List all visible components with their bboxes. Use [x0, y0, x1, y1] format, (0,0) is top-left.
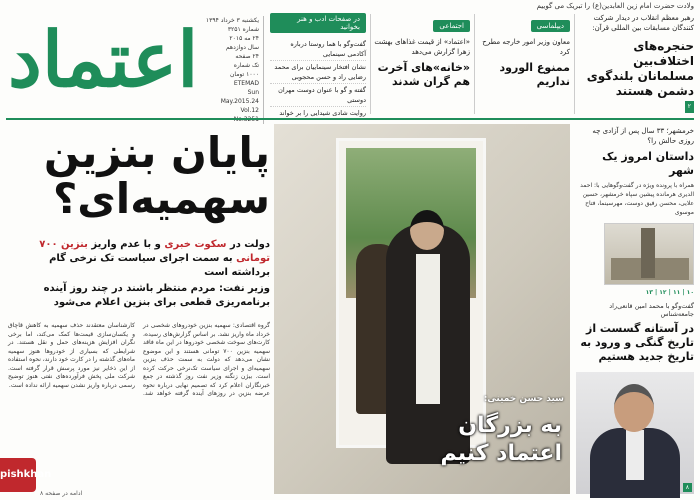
literature-section[interactable] [270, 13, 366, 117]
sub1-highlight: سکوت خبری [164, 239, 227, 250]
story2-label: گفت‌وگو با محمد امین قانعی‌راد جامعه‌شناس [609, 302, 694, 318]
sub1-end: به سمت اجرای سیاست تک نرخی گام برداشته است [49, 253, 270, 278]
sub1-highlight: بنزین ۷۰۰ تومانی [39, 239, 270, 264]
story1-pages: ۱۰ | ۱۱ | ۱۲ | ۱۳ [645, 289, 694, 296]
story2-headline[interactable]: در آستانه گسست از تاریخ گنگی و ورود به تاریخ جدید هستیم [580, 322, 694, 363]
column-divider [370, 14, 371, 114]
publication-info [205, 16, 264, 124]
social-intro: «اعتماد» از قیمت غذاهای بهشت زهرا گزارش می‌دهد [374, 38, 470, 56]
photo-caption[interactable]: به بزرگان اعتماد کنیم [440, 413, 562, 466]
leader-headline[interactable]: حنجره‌های اختلاف‌بین مسلمانان بلندگوی دشمن هستند [586, 39, 694, 98]
diplomacy-intro: معاون وزیر امور خارجه مطرح کرد [482, 38, 570, 56]
photo-tower [641, 228, 655, 278]
portrait-face [614, 384, 654, 432]
watermark-text: pishkhan [0, 469, 52, 480]
pubinfo-line: ۲۴ صفحه [235, 53, 259, 60]
literature-label: در صفحات ادب و هنر بخوانید [270, 13, 366, 33]
sub1-start: دولت در [229, 239, 270, 250]
story1-headline[interactable]: داستان امروز یک شهر [602, 150, 694, 177]
diplomacy-section[interactable] [478, 13, 570, 113]
tagline: ولادت حضرت امام زین العابدین(ع) را تبریک می گوییم [536, 2, 694, 10]
photo-quote-label: سید حسن خمینی: [483, 394, 564, 404]
main-headline[interactable]: پایان بنزین سهمیه‌ای؟ [43, 128, 270, 223]
pubinfo-line: Sun [247, 89, 259, 96]
pubinfo-line: سال دوازدهم [225, 44, 259, 51]
social-headline[interactable]: «خانه»های آخرت هم گران شدند [377, 61, 470, 88]
column-divider [574, 14, 575, 114]
interview-portrait [576, 372, 694, 494]
literature-item[interactable]: روایت شادی شیدایی را بر خواند [270, 107, 366, 120]
literature-item[interactable]: گفت‌وگو با هما روستا درباره آکادمی سینمایی [270, 38, 366, 61]
pubinfo-line: ETEMAD [233, 80, 259, 87]
photo-robe [416, 254, 440, 404]
column-divider [474, 14, 475, 114]
main-subheadline [8, 238, 270, 280]
social-label: اجتماعی [433, 20, 470, 32]
pubinfo-line: 24.May.2015 [220, 98, 259, 105]
story1-intro: خرمشهر؛ ۳۳ سال پس از آزادی چه روزی حالش را؟ [592, 127, 694, 145]
story1-photo [604, 223, 694, 285]
main-story-body: گروه اقتصادی: سهمیه بنزین خودروهای شخصی در خرداد ماه واریز نشد. بر اساس گزارش‌های رسیده، کارت‌های سوخت شخصی خودروها در این ماه فاقد سهمیه بنزین ۷۰۰ تومانی هستند و این موضوع نشان می‌دهد که دولت به سمت حذف بنزین سهمیه‌ای و اجرای سیاست تک‌نرخی حرکت کرده است. بیژن زنگنه وزیر نفت روز گذشته در جمع خبرنگاران اعلام کرد که تصمیم نهایی درباره نحوه عرضه بنزین در روزهای آینده گرفته خواهد شد. کارشناسان معتقدند حذف سهمیه به کاهش قاچاق و یکسان‌سازی قیمت‌ها کمک می‌کند، اما برخی نگران افزایش هزینه‌های حمل و نقل هستند. در شرایطی که بسیاری از خودروها هنوز سهمیه ماه‌های گذشته را در کارت خود دارند، نحوه استفاده از این ذخایر نیز مورد پرسش قرار گرفته است. شرکت ملی پخش فرآورده‌های نفتی هنوز توضیح رسمی درباره واریز نشدن سهمیه ارائه نداده است. [8, 322, 270, 397]
diplomacy-headline[interactable]: ممنوع الورود نداریم [499, 61, 570, 88]
leader-story[interactable] [576, 13, 694, 113]
sub1-mid: و با عدم واریز [91, 239, 161, 250]
literature-item[interactable]: نشان افتخار سینماییان برای محمد رضایی راد و حسن محجوبی [270, 61, 366, 84]
pubinfo-line: Vol.12 [240, 107, 259, 114]
pubinfo-line: یکشنبه ۳ خرداد ۱۳۹۴ [205, 17, 259, 24]
masthead-logo[interactable] [8, 12, 208, 108]
interview-story[interactable] [576, 302, 694, 364]
pubinfo-line: تک شماره [233, 62, 259, 69]
page-tag: ۲ [685, 101, 694, 113]
continued-note[interactable]: ادامه در صفحه ۸ [40, 490, 83, 497]
pubinfo-line: شماره ۳۲۵۱ [227, 26, 259, 33]
portrait-shirt [626, 430, 644, 480]
khorramshahr-story[interactable] [576, 126, 694, 296]
photo-head [410, 210, 444, 250]
header-rule [6, 118, 694, 120]
leader-intro: رهبر معظم انقلاب در دیدار شرکت کنندگان مسابقات بین المللی قرآن: [592, 14, 694, 32]
portrait-page-tag: ۸ [683, 483, 692, 492]
diplomacy-label: دیپلماسی [531, 20, 570, 32]
logo-text: اعتماد [8, 15, 199, 104]
watermark-badge[interactable] [0, 458, 52, 492]
story1-body: همراه با پرونده ویژه در گفت‌وگوهایی با: احمد الدیری هرمانده پیشین سپاه خرمشهر، حسین علایی، محسن رفیق دوست، مهرسینما، فتاح موسوی [580, 182, 694, 216]
literature-item[interactable]: گفته و گو با عنوان دوست مهران دوستی [270, 84, 366, 107]
main-subheadline-2: وزیر نفت: مردم منتظر باشند در چند روز آینده برنامه‌ریزی قطعی برای بنزین اعلام می‌شود [43, 283, 270, 308]
pubinfo-line: ۱۰۰۰ تومان [229, 71, 259, 78]
social-section[interactable] [374, 13, 470, 113]
cover-photo[interactable] [274, 124, 570, 494]
main-story[interactable] [8, 130, 270, 222]
pubinfo-line: ۲۴ مه ۲۰۱۵ [229, 35, 259, 42]
